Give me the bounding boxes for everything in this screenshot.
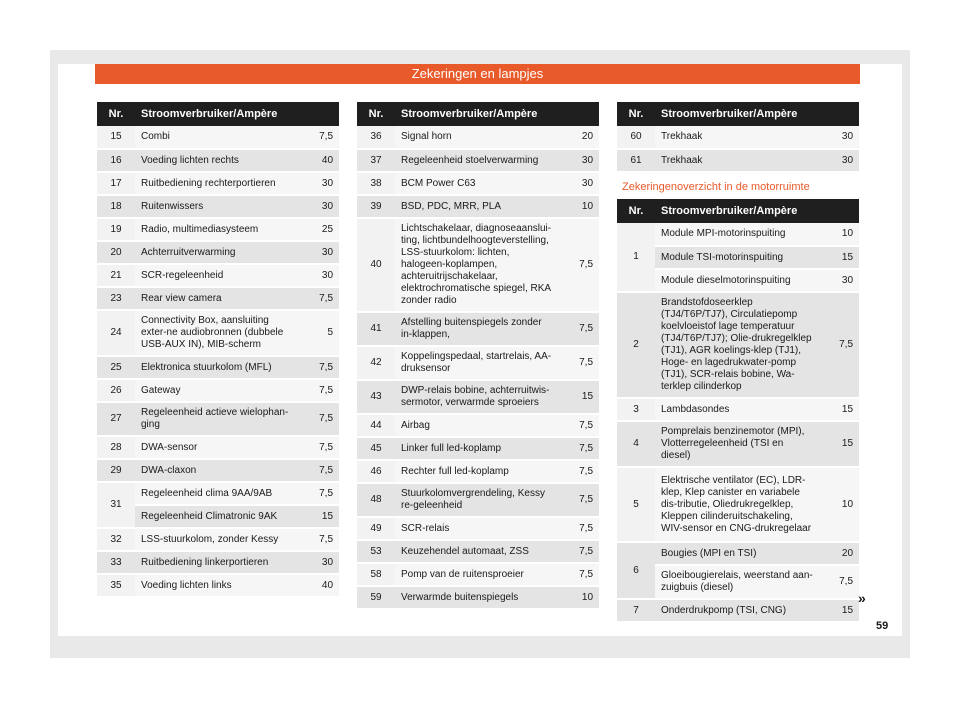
fuse-amp: 20 (821, 542, 859, 565)
fuse-nr: 19 (97, 218, 135, 241)
fuse-desc: Airbag (395, 414, 561, 437)
table-row (617, 467, 859, 542)
fuse-nr: 24 (97, 310, 135, 356)
fuse-nr: 31 (97, 482, 135, 528)
fuse-amp: 15 (821, 246, 859, 269)
fuse-amp: 30 (821, 126, 859, 149)
fuse-desc: Keuzehendel automaat, ZSS (395, 540, 561, 563)
fuse-desc: Module dieselmotorinspuiting (655, 269, 821, 292)
fuse-desc: Elektrische ventilator (EC), LDR-klep, Klep canister en variabele dis-tributie, Oliedrukregelklep, Kleppen cilinderuitschakeling, WIV-sensor en CNG-drukregelaar (655, 467, 821, 542)
fuse-amp: 7,5 (561, 312, 599, 346)
table-row (617, 149, 859, 172)
fuse-amp: 7,5 (301, 482, 339, 505)
fuse-desc: Connectivity Box, aansluiting exter-ne audiobronnen (dubbele USB-AUX IN), MIB-scherm (135, 310, 301, 356)
fuse-nr: 25 (97, 356, 135, 379)
fuse-nr: 35 (97, 574, 135, 597)
fuse-nr: 40 (357, 218, 395, 312)
fuse-nr: 48 (357, 483, 395, 517)
fuse-amp: 30 (301, 264, 339, 287)
fuse-desc: DWA-claxon (135, 459, 301, 482)
table-row (97, 218, 339, 241)
fuse-desc: Verwarmde buitenspiegels (395, 586, 561, 609)
fuse-amp: 7,5 (301, 528, 339, 551)
fuse-desc: Regeleenheid Climatronic 9AK (135, 505, 301, 528)
header-nr: Nr. (357, 102, 395, 126)
fuse-amp: 7,5 (301, 459, 339, 482)
fuse-desc: Bougies (MPI en TSI) (655, 542, 821, 565)
fuse-amp: 7,5 (301, 287, 339, 310)
fuse-nr: 36 (357, 126, 395, 149)
fuse-desc: Module TSI-motorinspuiting (655, 246, 821, 269)
fuse-amp: 7,5 (561, 517, 599, 540)
fuse-nr: 43 (357, 380, 395, 414)
fuse-amp: 15 (821, 398, 859, 421)
header-nr: Nr. (617, 199, 655, 223)
fuse-nr: 5 (617, 467, 655, 542)
fuse-desc: Lambdasondes (655, 398, 821, 421)
table-row (357, 563, 599, 586)
fuse-amp: 40 (301, 149, 339, 172)
fuse-amp: 7,5 (561, 460, 599, 483)
table-row (617, 599, 859, 622)
header-desc: Stroomverbruiker/Ampère (655, 199, 859, 223)
fuse-amp: 7,5 (301, 436, 339, 459)
fuse-table-engine (617, 199, 859, 623)
table-header (357, 102, 599, 126)
fuse-desc: SCR-relais (395, 517, 561, 540)
fuse-desc: Lichtschakelaar, diagnoseaanslui-ting, lichtbundelhoogteverstelling, LSS-stuurkolom: lichten, halogeen-koplampen, achteruitrijschakelaar, elektrochromatische spiegel, RKA zonder radio (395, 218, 561, 312)
table-row (617, 421, 859, 467)
table-row (357, 195, 599, 218)
fuse-amp: 7,5 (821, 292, 859, 398)
fuse-desc: Stuurkolomvergrendeling, Kessy re-geleenheid (395, 483, 561, 517)
fuse-desc: Ruitbediening rechterportieren (135, 172, 301, 195)
table-row (617, 223, 859, 246)
fuse-nr: 1 (617, 223, 655, 292)
fuse-nr: 41 (357, 312, 395, 346)
table-row (357, 460, 599, 483)
table-row (357, 312, 599, 346)
fuse-desc: BCM Power C63 (395, 172, 561, 195)
table-row (97, 241, 339, 264)
table-row (97, 574, 339, 597)
header-desc: Stroomverbruiker/Ampère (395, 102, 599, 126)
section-banner: Zekeringen en lampjes (95, 64, 860, 84)
table-row (617, 126, 859, 149)
fuse-nr: 29 (97, 459, 135, 482)
table-row (617, 542, 859, 565)
fuse-desc: Regeleenheid actieve wielophan-ging (135, 402, 301, 436)
fuse-amp: 7,5 (561, 218, 599, 312)
fuse-amp: 15 (301, 505, 339, 528)
fuse-amp: 7,5 (301, 379, 339, 402)
fuse-amp: 7,5 (301, 402, 339, 436)
fuse-amp: 30 (561, 149, 599, 172)
fuse-nr: 7 (617, 599, 655, 622)
table-header (617, 199, 859, 223)
fuse-nr: 32 (97, 528, 135, 551)
fuse-desc: Koppelingspedaal, startrelais, AA-druksensor (395, 346, 561, 380)
table-row (97, 310, 339, 356)
table-row (97, 402, 339, 436)
table-row (617, 292, 859, 398)
fuse-table-2 (357, 102, 599, 610)
fuse-nr: 49 (357, 517, 395, 540)
fuse-desc: Onderdrukpomp (TSI, CNG) (655, 599, 821, 622)
page-number: 59 (876, 620, 889, 632)
fuse-desc: Rechter full led-koplamp (395, 460, 561, 483)
fuse-amp: 7,5 (301, 356, 339, 379)
header-nr: Nr. (97, 102, 135, 126)
fuse-amp: 15 (561, 380, 599, 414)
fuse-nr: 60 (617, 126, 655, 149)
fuse-nr: 58 (357, 563, 395, 586)
table-row (357, 437, 599, 460)
fuse-amp: 30 (821, 269, 859, 292)
fuse-nr: 33 (97, 551, 135, 574)
fuse-desc: DWP-relais bobine, achterruitwis-sermotor, verwarmde sproeiers (395, 380, 561, 414)
fuse-amp: 10 (561, 586, 599, 609)
fuse-desc: Rear view camera (135, 287, 301, 310)
fuse-amp: 30 (301, 195, 339, 218)
fuse-amp: 7,5 (561, 540, 599, 563)
fuse-desc: Voeding lichten links (135, 574, 301, 597)
fuse-amp: 30 (301, 172, 339, 195)
header-desc: Stroomverbruiker/Ampère (655, 102, 859, 126)
engine-bay-subheading: Zekeringenoverzicht in de motorruimte (622, 181, 810, 193)
fuse-nr: 38 (357, 172, 395, 195)
fuse-desc: Gloeibougierelais, weerstand aan-zuigbuis (diesel) (655, 565, 821, 599)
fuse-nr: 39 (357, 195, 395, 218)
fuse-nr: 6 (617, 542, 655, 599)
table-row (357, 218, 599, 312)
fuse-desc: Voeding lichten rechts (135, 149, 301, 172)
table-row (97, 379, 339, 402)
table-row (357, 586, 599, 609)
fuse-nr: 18 (97, 195, 135, 218)
table-row (97, 287, 339, 310)
fuse-nr: 44 (357, 414, 395, 437)
fuse-nr: 53 (357, 540, 395, 563)
fuse-desc: BSD, PDC, MRR, PLA (395, 195, 561, 218)
table-row (357, 380, 599, 414)
fuse-desc: Signal horn (395, 126, 561, 149)
fuse-nr: 59 (357, 586, 395, 609)
fuse-amp: 30 (561, 172, 599, 195)
fuse-nr: 46 (357, 460, 395, 483)
fuse-nr: 37 (357, 149, 395, 172)
table-row (97, 436, 339, 459)
fuse-amp: 7,5 (821, 565, 859, 599)
fuse-desc: Trekhaak (655, 149, 821, 172)
table-row (97, 356, 339, 379)
fuse-amp: 15 (821, 421, 859, 467)
fuse-desc: Pomp van de ruitensproeier (395, 563, 561, 586)
table-header (617, 102, 859, 126)
fuse-amp: 7,5 (561, 563, 599, 586)
fuse-desc: DWA-sensor (135, 436, 301, 459)
table-row (97, 195, 339, 218)
fuse-nr: 16 (97, 149, 135, 172)
fuse-amp: 10 (821, 467, 859, 542)
fuse-desc: Regeleenheid stoelverwarming (395, 149, 561, 172)
fuse-nr: 61 (617, 149, 655, 172)
fuse-nr: 3 (617, 398, 655, 421)
fuse-nr: 45 (357, 437, 395, 460)
fuse-amp: 7,5 (561, 346, 599, 380)
table-header (97, 102, 339, 126)
fuse-nr: 4 (617, 421, 655, 467)
table-row (357, 414, 599, 437)
fuse-amp: 30 (301, 551, 339, 574)
fuse-nr: 21 (97, 264, 135, 287)
table-row (357, 483, 599, 517)
fuse-desc: Regeleenheid clima 9AA/9AB (135, 482, 301, 505)
fuse-amp: 30 (821, 149, 859, 172)
fuse-amp: 15 (821, 599, 859, 622)
table-row (97, 172, 339, 195)
fuse-amp: 7,5 (561, 414, 599, 437)
table-row (97, 482, 339, 505)
fuse-desc: Afstelling buitenspiegels zonder in-klappen, (395, 312, 561, 346)
fuse-nr: 15 (97, 126, 135, 149)
fuse-desc: SCR-regeleenheid (135, 264, 301, 287)
fuse-desc: Combi (135, 126, 301, 149)
fuse-nr: 28 (97, 436, 135, 459)
fuse-amp: 10 (821, 223, 859, 246)
continued-arrow-icon: » (858, 590, 866, 606)
table-row (617, 398, 859, 421)
table-row (357, 517, 599, 540)
fuse-amp: 7,5 (301, 126, 339, 149)
table-row (97, 528, 339, 551)
fuse-table-3 (617, 102, 859, 173)
table-row (357, 540, 599, 563)
table-row (357, 172, 599, 195)
fuse-desc: LSS-stuurkolom, zonder Kessy (135, 528, 301, 551)
fuse-amp: 10 (561, 195, 599, 218)
fuse-desc: Pomprelais benzinemotor (MPI), Vlotterregeleenheid (TSI en diesel) (655, 421, 821, 467)
fuse-nr: 17 (97, 172, 135, 195)
fuse-amp: 40 (301, 574, 339, 597)
table-row (97, 459, 339, 482)
table-row (357, 126, 599, 149)
table-row (97, 149, 339, 172)
table-row (97, 264, 339, 287)
fuse-desc: Ruitbediening linkerportieren (135, 551, 301, 574)
fuse-nr: 23 (97, 287, 135, 310)
fuse-desc: Linker full led-koplamp (395, 437, 561, 460)
fuse-desc: Brandstofdoseerklep (TJ4/T6P/TJ7), Circulatiepomp koelvloeistof lage temperatuur (TJ4/T6P/TJ7); Olie-drukregelklep (TJ1), AGR koelings-klep (TJ1), Hoge- en lagedrukwater-pomp (TJ1), SCR-relais bobine, Wa-terklep cilinderkop (655, 292, 821, 398)
fuse-desc: Achterruitverwarming (135, 241, 301, 264)
fuse-nr: 27 (97, 402, 135, 436)
fuse-amp: 5 (301, 310, 339, 356)
fuse-nr: 42 (357, 346, 395, 380)
table-row (357, 149, 599, 172)
table-row (97, 551, 339, 574)
table-row (357, 346, 599, 380)
fuse-desc: Trekhaak (655, 126, 821, 149)
fuse-desc: Module MPI-motorinspuiting (655, 223, 821, 246)
fuse-amp: 7,5 (561, 437, 599, 460)
fuse-amp: 30 (301, 241, 339, 264)
fuse-amp: 25 (301, 218, 339, 241)
fuse-nr: 2 (617, 292, 655, 398)
fuse-desc: Ruitenwissers (135, 195, 301, 218)
fuse-desc: Elektronica stuurkolom (MFL) (135, 356, 301, 379)
fuse-nr: 26 (97, 379, 135, 402)
header-nr: Nr. (617, 102, 655, 126)
header-desc: Stroomverbruiker/Ampère (135, 102, 339, 126)
fuse-amp: 20 (561, 126, 599, 149)
fuse-table-1 (97, 102, 339, 598)
fuse-amp: 7,5 (561, 483, 599, 517)
table-row (97, 126, 339, 149)
fuse-desc: Gateway (135, 379, 301, 402)
fuse-nr: 20 (97, 241, 135, 264)
fuse-desc: Radio, multimediasysteem (135, 218, 301, 241)
